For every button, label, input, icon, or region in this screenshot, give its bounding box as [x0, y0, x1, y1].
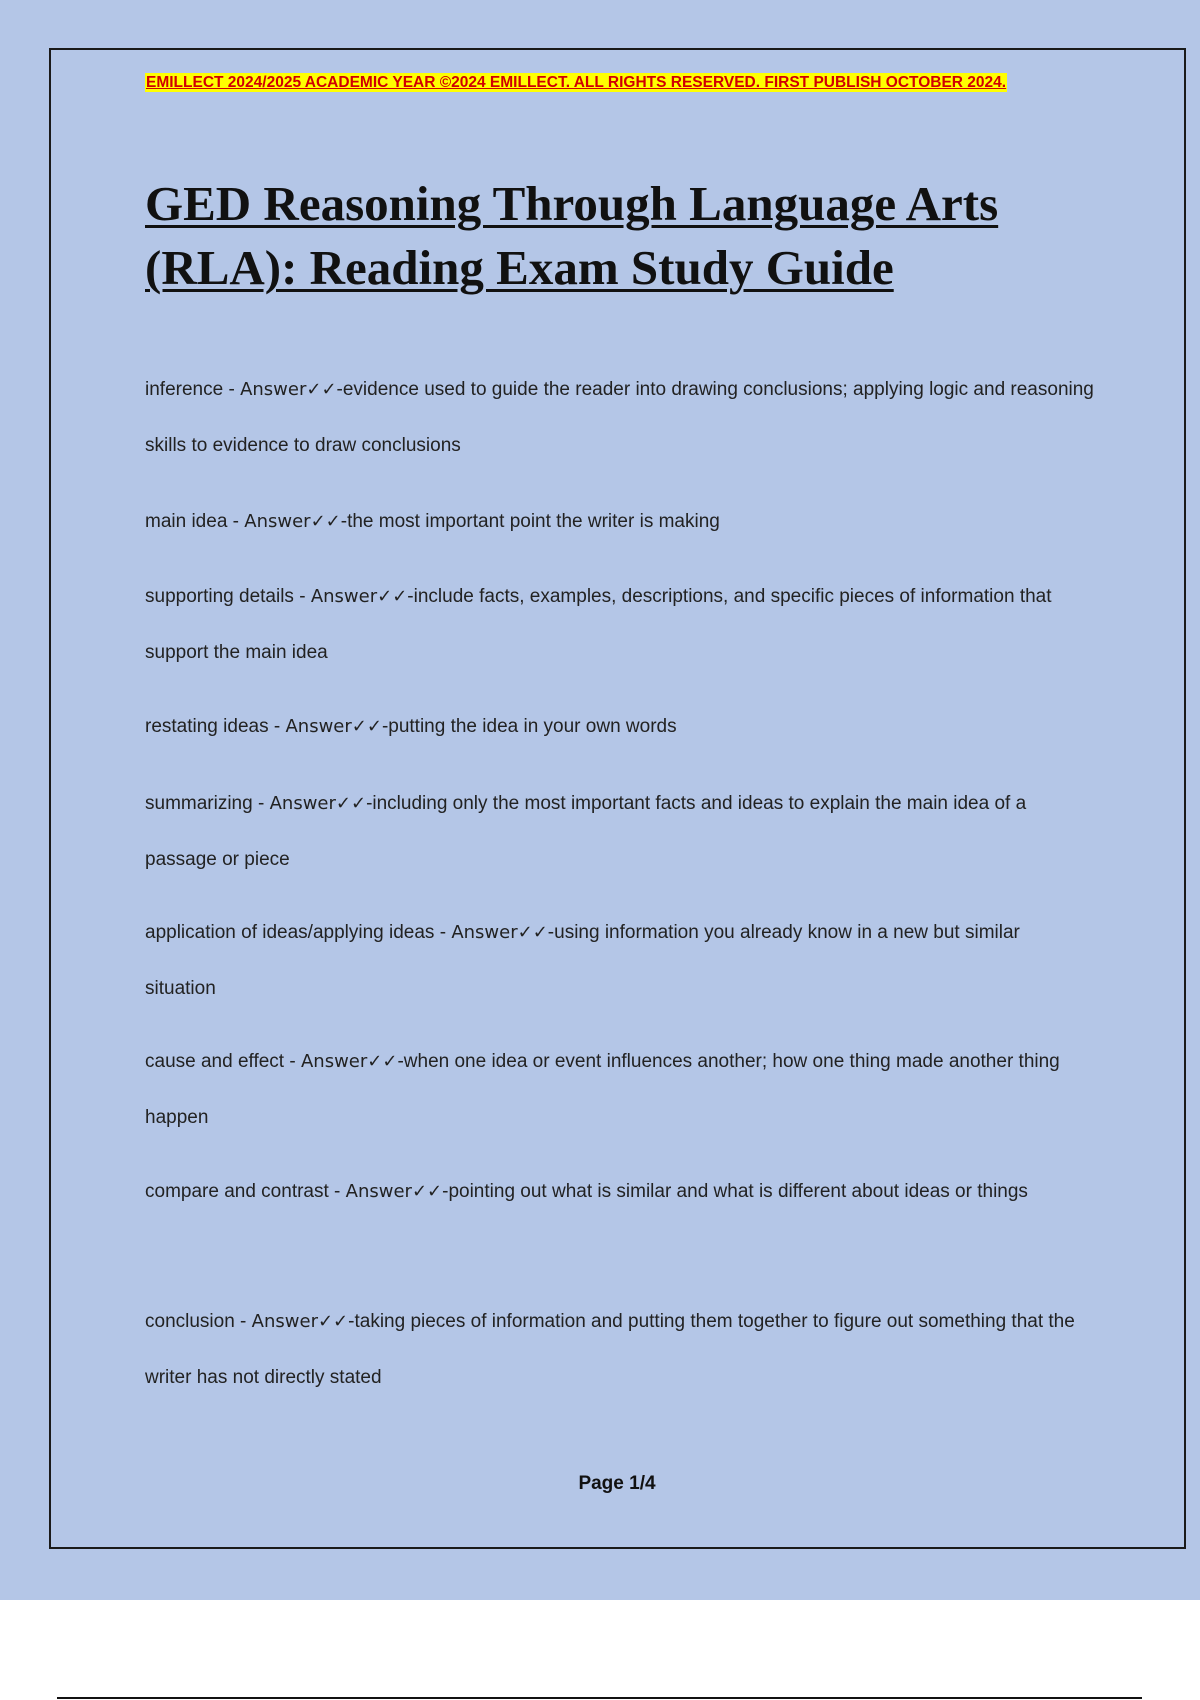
glossary-entry-compare-and-contrast: compare and contrast - Answer✓✓-pointing out what is similar and what is different about ideas or things [145, 1181, 1028, 1202]
glossary-entry-main-idea: main idea - Answer✓✓-the most important point the writer is making [145, 511, 720, 532]
bottom-divider [57, 1697, 1142, 1699]
answer-marker: Answer✓✓ [300, 1051, 398, 1072]
entry-definition: -using information you already know in a new but similar situation [145, 922, 1020, 999]
answer-marker: Answer✓✓ [285, 716, 382, 737]
glossary-entry-restating-ideas: restating ideas - Answer✓✓-putting the idea in your own words [145, 716, 677, 737]
entry-term: compare and contrast [145, 1181, 329, 1202]
document-title [145, 172, 1095, 300]
answer-marker: Answer✓✓ [269, 793, 367, 814]
entry-term: supporting details [145, 586, 294, 607]
entry-term: conclusion [145, 1311, 235, 1332]
entry-definition: -including only the most important facts and ideas to explain the main idea of a passage or piece [145, 793, 1027, 870]
entry-term: inference [145, 379, 224, 400]
glossary-entry-conclusion: conclusion - Answer✓✓-taking pieces of information and putting them together to figure out something that the writer has not directly stated [145, 1311, 1075, 1388]
entry-term: cause and effect [145, 1051, 285, 1072]
entry-definition: -the most important point the writer is making [340, 511, 720, 532]
entry-definition: -include facts, examples, descriptions, and specific pieces of information that support the main idea [145, 586, 1052, 663]
answer-marker: Answer✓✓ [451, 922, 548, 943]
entry-definition: -taking pieces of information and putting them together to figure out something that the writer has not directly stated [145, 1311, 1075, 1388]
glossary-entry-inference: inference - Answer✓✓-evidence used to guide the reader into drawing conclusions; applying logic and reasoning skills to evidence to draw conclusions [145, 379, 1094, 456]
glossary-entry-application-of-ideas: application of ideas/applying ideas - Answer✓✓-using information you already know in a new but similar situation [145, 922, 1020, 999]
answer-marker: Answer✓✓ [251, 1311, 349, 1332]
entry-term: main idea [145, 511, 228, 532]
answer-marker: Answer✓✓ [310, 586, 408, 607]
copyright-banner: EMILLECT 2024/2025 ACADEMIC YEAR ©2024 EMILLECT. ALL RIGHTS RESERVED. FIRST PUBLISH OCTOBER 2024. [146, 74, 1007, 91]
answer-marker: Answer✓✓ [345, 1181, 443, 1202]
glossary-entry-supporting-details: supporting details - Answer✓✓-include facts, examples, descriptions, and specific pieces of information that support the main idea [145, 586, 1052, 663]
title-line-1: GED Reasoning Through Language Arts [145, 176, 999, 231]
page-number: Page 1/4 [578, 1473, 656, 1494]
entry-term: restating ideas [145, 716, 269, 737]
entry-definition: -evidence used to guide the reader into drawing conclusions; applying logic and reasoning skills to evidence to draw conclusions [145, 379, 1094, 456]
answer-marker: Answer✓✓ [240, 379, 337, 400]
glossary-entry-summarizing: summarizing - Answer✓✓-including only the most important facts and ideas to explain the main idea of a passage or piece [145, 793, 1027, 870]
entry-term: application of ideas/applying ideas [145, 922, 435, 943]
glossary-entry-cause-and-effect: cause and effect - Answer✓✓-when one idea or event influences another; how one thing made another thing happen [145, 1051, 1060, 1128]
answer-marker: Answer✓✓ [244, 511, 341, 532]
title-line-2: (RLA): Reading Exam Study Guide [145, 240, 894, 295]
entry-term: summarizing [145, 793, 253, 814]
entry-definition: -pointing out what is similar and what is different about ideas or things [442, 1181, 1028, 1202]
entry-definition: -putting the idea in your own words [381, 716, 677, 737]
entry-definition: -when one idea or event influences another; how one thing made another thing happen [145, 1051, 1060, 1128]
